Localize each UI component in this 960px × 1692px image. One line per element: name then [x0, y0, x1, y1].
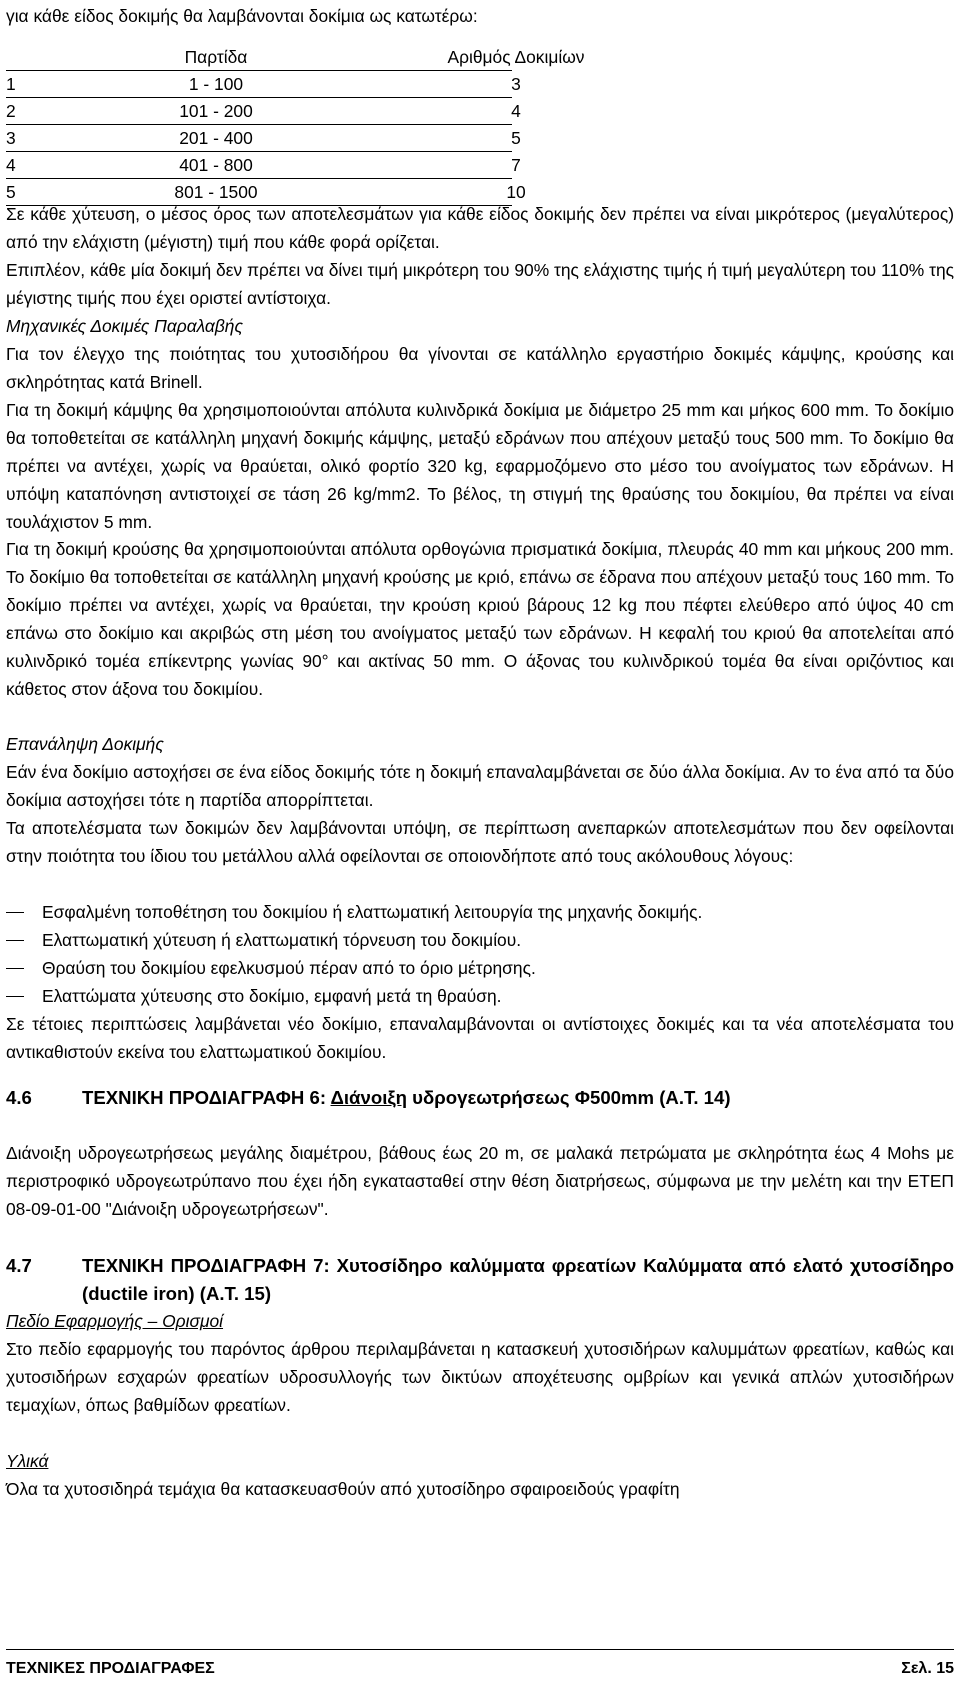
- page-number: Σελ. 15: [901, 1660, 954, 1677]
- header-lot: Παρτίδα: [184, 47, 248, 67]
- list-item-text: Ελαττώματα χύτευσης στο δοκίμιο, εμφανή μετά τη θραύση.: [42, 986, 502, 1006]
- paragraph-bending-test: Για τη δοκιμή κάμψης θα χρησιμοποιούνται απόλυτα κυλινδρικά δοκίμια με διάμετρο 25 mm και μήκος 600 mm. Το δοκίμιο θα τοποθετείται σε κατάλληλη μηχανή δοκιμής κάμψης, μεταξύ εδράνων που απέχουν μεταξύ τους 500 mm. Το δοκίμιο θα πρέπει να αντέχει, χωρίς να θραύεται, ολικό φορτίο 320 kg, εφαρμοζόμενο στο μέσο του ανοίγματος των εδράνων. Η υπόψη καταπόνηση αντιστοιχεί σε τάση 26 kg/mm2. Το βέλος, τη στιγμή της θραύσης του δοκιμίου, θα πρέπει να είναι τουλάχιστον 5 mm.: [6, 400, 954, 532]
- row-number: 3: [6, 128, 16, 148]
- paragraph-drilling: Διάνοιξη υδρογεωτρήσεως μεγάλης διαμέτρου, βάθους έως 20 m, σε μαλακά πετρώματα με σκληρότητα έως 4 Mohs με περιστροφικό υδρογεωτρύπανο που έχει ήδη εγκατασταθεί στην θέση διατρήσεως, σύμφωνα με την μελέτη και την ΕΤΕΠ 08-09-01-00 "Διάνοιξη υδρογεωτρήσεων".: [6, 1143, 954, 1219]
- heading-materials: Υλικά: [6, 1451, 49, 1471]
- row-range: 201 - 400: [179, 128, 253, 148]
- section-title: [82, 1084, 954, 1112]
- row-range: 801 - 1500: [174, 182, 258, 202]
- list-item-text: Θραύση του δοκιμίου εφελκυσμού πέραν από το όριο μέτρησης.: [42, 958, 536, 978]
- row-number: 1: [6, 74, 16, 94]
- paragraph-repetition: Εάν ένα δοκίμιο αστοχήσει σε ένα είδος δοκιμής τότε η δοκιμή επαναλαμβάνεται σε δύο άλλα δοκίμια. Αν το ένα από τα δύο δοκίμια αστοχήσει τότε η παρτίδα απορρίπτεται.: [6, 762, 954, 810]
- paragraph-individual-limits: Επιπλέον, κάθε μία δοκιμή δεν πρέπει να δίνει τιμή μικρότερη του 90% της ελάχιστης τιμής ή τιμή μεγαλύτερη του 110% της μέγιστης τιμής που έχει οριστεί αντίστοιχα.: [6, 260, 954, 308]
- heading-mechanical-tests: Μηχανικές Δοκιμές Παραλαβής: [6, 316, 243, 336]
- row-count: 4: [511, 101, 521, 121]
- dash-bullet: [6, 996, 24, 997]
- row-count: 10: [506, 182, 526, 202]
- intro-text: για κάθε είδος δοκιμής θα λαμβάνονται δοκίμια ως κατωτέρω:: [6, 6, 478, 26]
- paragraph-results: Τα αποτελέσματα των δοκιμών δεν λαμβάνονται υπόψη, σε περίπτωση ανεπαρκών αποτελεσμάτων που δεν οφείλονται στην ποιότητα του ίδιου του μετάλλου αλλά οφείλονται σε οποιονδήποτε από τους ακόλουθους λόγους:: [6, 818, 954, 866]
- row-count: 3: [511, 74, 521, 94]
- table-row: [6, 98, 954, 124]
- row-count: 5: [511, 128, 521, 148]
- paragraph-materials: Όλα τα χυτοσιδηρά τεμάχια θα κατασκευασθούν από χυτοσίδηρο σφαιροειδούς γραφίτη: [6, 1479, 680, 1499]
- paragraph-impact-test: Για τη δοκιμή κρούσης θα χρησιμοποιούνται απόλυτα ορθογώνια πρισματικά δοκίμια, πλευράς 40 mm και μήκους 200 mm. Το δοκίμιο θα τοποθετείται σε κατάλληλη μηχανή κρούσης με κριό, επάνω σε έδρανα που απέχουν μεταξύ τους 160 mm. Το δοκίμιο πρέπει να αντέχει, χωρίς να θραύεται, την κρούση κριού βάρους 12 kg που πέφτει ελεύθερο από ύψος 40 cm επάνω στο δοκίμιο και ακριβώς στη μέση του ανοίγματος μεταξύ των εδράνων. Η κεφαλή του κριού θα αποτελείται από κυλινδρικό τομέα επίκεντρης γωνίας 90° και ακτίνας 50 mm. Ο άξονας του κυλινδρικού τομέα θα είναι οριζόντιος και κάθετος στον άξονα του δοκιμίου.: [6, 539, 954, 699]
- table-row: [6, 71, 954, 97]
- paragraph-quality-control: Για τον έλεγχο της ποιότητας του χυτοσιδήρου θα γίνονται σε κατάλληλο εργαστήριο δοκιμές κάμψης, κρούσης και σκληρότητας κατά Brinell.: [6, 344, 954, 392]
- row-range: 401 - 800: [179, 155, 253, 175]
- paragraph-averages: Σε κάθε χύτευση, ο μέσος όρος των αποτελεσμάτων για κάθε είδος δοκιμής δεν πρέπει να είναι μικρότερος (μεγαλύτερος) από την ελάχιστη (μέγιστη) τιμή που κάθε φορά ορίζεται.: [6, 204, 954, 252]
- row-range: 1 - 100: [188, 74, 244, 94]
- section-title-suffix: υδρογεωτρήσεως Φ500mm (Α.Τ. 14): [407, 1087, 731, 1108]
- row-number: 4: [6, 155, 16, 175]
- table-header-row: [6, 44, 954, 70]
- row-number: 5: [6, 182, 16, 202]
- row-number: 2: [6, 101, 16, 121]
- list-item-text: Ελαττωματική χύτευση ή ελαττωματική τόρνευση του δοκιμίου.: [42, 930, 522, 950]
- list-item-text: Εσφαλμένη τοποθέτηση του δοκιμίου ή ελαττωματική λειτουργία της μηχανής δοκιμής.: [42, 902, 703, 922]
- row-range: 101 - 200: [179, 101, 253, 121]
- table-row: [6, 125, 954, 151]
- section-title-underlined: Διάνοιξη: [330, 1087, 407, 1108]
- paragraph-scope: Στο πεδίο εφαρμογής του παρόντος άρθρου περιλαμβάνεται η κατασκευή χυτοσιδήρων καλυμμάτων φρεατίων, καθώς και χυτοσιδήρων εσχαρών φρεατίων υδροσυλλογής των δικτύων αποχέτευσης ομβρίων και γενικά απλών χυτοσιδήρων τεμαχίων, όπως βαθμίδων φρεατίων.: [6, 1339, 954, 1415]
- section-number: 4.7: [6, 1255, 32, 1276]
- header-count: Αριθμός Δοκιμίων: [447, 47, 585, 67]
- footer-rule: [6, 1649, 954, 1650]
- section-title: ΤΕΧΝΙΚΗ ΠΡΟΔΙΑΓΡΑΦΗ 7: Χυτοσίδηρο καλύμματα φρεατίων Καλύμματα από ελατό χυτοσίδηρο (ductile iron) (Α.Τ. 15): [82, 1255, 954, 1304]
- table-row: [6, 152, 954, 178]
- heading-scope-definitions: Πεδίο Εφαρμογής – Ορισμοί: [6, 1311, 224, 1331]
- heading-test-repetition: Επανάληψη Δοκιμής: [6, 734, 164, 754]
- section-title-prefix: ΤΕΧΝΙΚΗ ΠΡΟΔΙΑΓΡΑΦΗ 6:: [82, 1087, 331, 1108]
- section-number: 4.6: [6, 1087, 32, 1108]
- dash-bullet: [6, 912, 24, 913]
- paragraph-new-specimen: Σε τέτοιες περιπτώσεις λαμβάνεται νέο δοκίμιο, επαναλαμβάνονται οι αντίστοιχες δοκιμές και τα νέα αποτελέσματα του αντικαθιστούν εκείνα του ελαττωματικού δοκιμίου.: [6, 1014, 954, 1062]
- dash-bullet: [6, 968, 24, 969]
- footer-title: ΤΕΧΝΙΚΕΣ ΠΡΟΔΙΑΓΡΑΦΕΣ: [6, 1660, 215, 1677]
- row-count: 7: [511, 155, 521, 175]
- dash-bullet: [6, 940, 24, 941]
